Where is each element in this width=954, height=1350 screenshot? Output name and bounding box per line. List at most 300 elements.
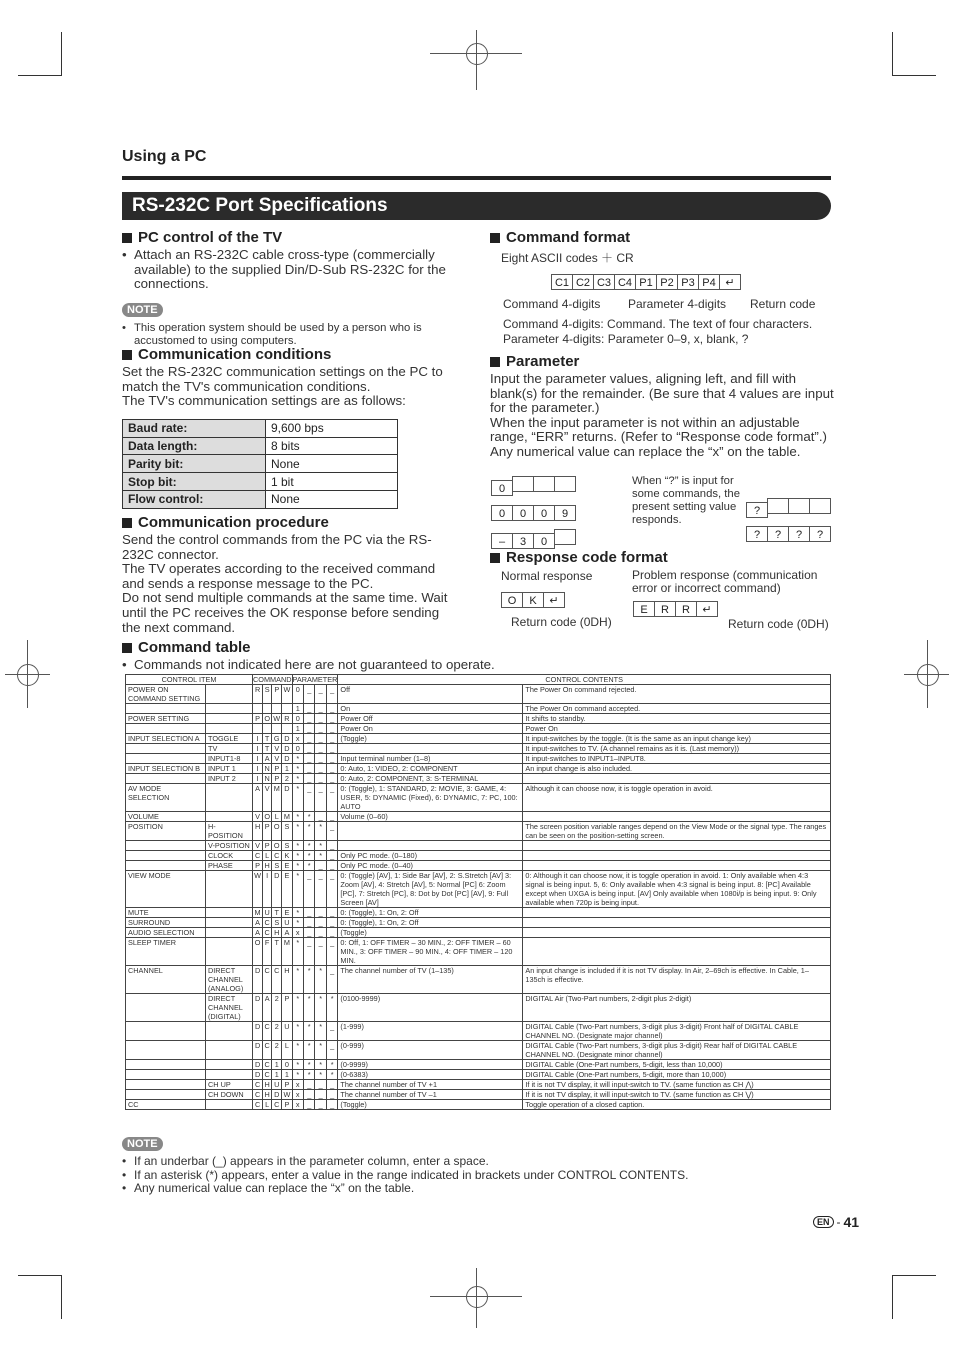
control-contents: 0: (Toggle) [AV], 1: Side Bar [AV], 2: S.Stretch [AV] 3: Zoom [AV], 4: Stretch [AV], 5: Normal [PC] 6: Zoom [PC], 7: Stretch [PC], 8: Dot by Dot [PC] [AV], 9: Full Screen [AV]	[338, 871, 523, 908]
command-char: A	[253, 784, 263, 812]
char-box: 0	[533, 505, 555, 521]
parameter-char: *	[326, 994, 337, 1022]
parameter-char: _	[303, 685, 314, 704]
crop-mark	[61, 1275, 62, 1319]
control-description: It input-switches to TV. (A channel remains as it is. (Last memory))	[523, 744, 831, 754]
format-labels	[490, 297, 835, 315]
settings-table	[122, 419, 398, 509]
label: Parameter 4-digits	[628, 297, 727, 311]
control-sub-item: CLOCK	[206, 851, 253, 861]
control-item: INPUT SELECTION A	[126, 734, 206, 744]
table-row	[126, 1100, 831, 1110]
setting-key: Parity bit:	[123, 455, 266, 473]
command-char: 2	[282, 774, 292, 784]
parameter-char: _	[326, 754, 337, 764]
parameter-char: _	[303, 1090, 314, 1100]
control-description: Toggle operation of a closed caption.	[523, 1100, 831, 1110]
command-char: S	[272, 918, 282, 928]
control-description: An input change is also included.	[523, 764, 831, 774]
control-description: If it is not TV display, it will input-switch to TV. (same function as CH ⋁)	[523, 1090, 831, 1100]
parameter-char: _	[326, 734, 337, 744]
control-sub-item	[206, 1022, 253, 1041]
control-sub-item: H-POSITION	[206, 822, 253, 841]
section-heading: PC control of the TV	[122, 229, 472, 246]
column-header: COMMAND	[253, 675, 292, 684]
column-header: CONTROL CONTENTS	[338, 675, 831, 685]
control-description	[523, 812, 831, 822]
parameter-char: *	[315, 1041, 326, 1060]
control-contents: (0-999)	[338, 1041, 523, 1060]
parameter-char: *	[292, 918, 303, 928]
parameter-char: _	[326, 822, 337, 841]
parameter-char: *	[292, 1041, 303, 1060]
parameter-char: _	[303, 774, 314, 784]
note-item: • If an underbar (_) appears in the parameter column, enter a space.	[122, 1155, 832, 1169]
command-char: L	[272, 812, 282, 822]
parameter-char: *	[303, 1060, 314, 1070]
setting-value: None	[266, 455, 398, 473]
control-item: AUDIO SELECTION	[126, 928, 206, 938]
return-icon: ↵	[543, 592, 565, 608]
parameter-char: *	[303, 1070, 314, 1080]
table-row	[126, 774, 831, 784]
command-table	[125, 674, 831, 1110]
parameter-char: x	[292, 1100, 303, 1110]
command-char: T	[263, 734, 272, 744]
registration-mark	[17, 664, 39, 686]
parameter-char: *	[292, 861, 303, 871]
command-format-section	[490, 229, 835, 347]
char-box: 0	[491, 505, 513, 521]
parameter-char: *	[326, 1070, 337, 1080]
control-sub-item: TV	[206, 744, 253, 754]
parameter-char: _	[315, 918, 326, 928]
char-box: O	[501, 592, 523, 608]
parameter-char: _	[303, 764, 314, 774]
control-item	[126, 1090, 206, 1100]
parameter-char: *	[315, 966, 326, 994]
format-desc: Command 4-digits: Command. The text of four characters.	[503, 317, 813, 331]
parameter-char: *	[292, 851, 303, 861]
command-char: A	[253, 928, 263, 938]
parameter-char: _	[315, 764, 326, 774]
format-subtitle: Eight ASCII codes ＋ CR	[501, 251, 634, 265]
char-box: 3	[512, 533, 534, 549]
table-row	[126, 1090, 831, 1100]
parameter-char: *	[292, 764, 303, 774]
command-char	[253, 704, 263, 714]
parameter-char: _	[326, 1100, 337, 1110]
command-char: D	[253, 1022, 263, 1041]
section-heading: Communication procedure	[122, 514, 452, 531]
parameter-char: _	[326, 704, 337, 714]
format-desc: Parameter 4-digits: Parameter 0–9, x, blank, ?	[503, 332, 749, 346]
control-sub-item	[206, 704, 253, 714]
parameter-char: _	[326, 871, 337, 908]
command-char: N	[264, 764, 270, 773]
command-char: T	[263, 744, 272, 754]
parameter-char: _	[326, 784, 337, 812]
char-box: P3	[677, 274, 699, 290]
parameter-char: _	[326, 841, 337, 851]
control-item: SLEEP TIMER	[126, 938, 206, 966]
parameter-char: _	[315, 871, 326, 908]
table-row	[126, 1022, 831, 1041]
comm-conditions-section	[122, 346, 472, 509]
command-char: C	[253, 1090, 263, 1100]
parameter-char: _	[315, 938, 326, 966]
control-sub-item: INPUT 2	[206, 774, 253, 784]
list-item: • Attach an RS-232C cable cross-type (commercially available) to the supplied Din/D-Sub RS-232C for the connections.	[122, 248, 472, 292]
command-char: C	[272, 966, 282, 994]
pc-control-section	[122, 229, 472, 349]
parameter-char: _	[315, 812, 326, 822]
control-description: An input change is included if it is not TV display. In Air, 2–69ch is effective. In Cable, 1–135ch is effective.	[523, 966, 831, 994]
control-description	[523, 861, 831, 871]
parameter-char: _	[303, 938, 314, 966]
command-char: D	[253, 966, 263, 994]
command-char: L	[263, 851, 272, 861]
parameter-char: *	[303, 841, 314, 851]
parameter-char: _	[326, 714, 337, 724]
parameter-char: _	[326, 724, 337, 734]
square-bullet-icon	[490, 233, 500, 243]
command-char: D	[282, 784, 292, 812]
parameter-char: *	[303, 822, 314, 841]
paragraph: The TV's communication settings are as follows:	[122, 393, 406, 409]
parameter-char: _	[315, 774, 326, 784]
control-sub-item: DIRECT CHANNEL (DIGITAL)	[206, 994, 253, 1022]
command-char: U	[282, 1022, 292, 1041]
char-box: –	[491, 533, 513, 549]
control-description	[523, 851, 831, 861]
control-description	[523, 928, 831, 938]
column-header: PARAMETER	[292, 675, 338, 684]
control-description	[523, 774, 831, 784]
table-row	[126, 1070, 831, 1080]
parameter-char: *	[292, 938, 303, 966]
control-description	[523, 908, 831, 918]
parameter-char: *	[303, 861, 314, 871]
parameter-char: x	[292, 1090, 303, 1100]
table-row	[126, 851, 831, 861]
command-char: M	[282, 938, 292, 966]
table-row	[123, 490, 398, 508]
control-item	[126, 1060, 206, 1070]
command-char: C	[253, 1100, 263, 1110]
section-heading: Command table	[122, 639, 832, 656]
table-row	[126, 724, 831, 734]
char-box: E	[633, 601, 655, 617]
separator: -	[836, 1215, 841, 1229]
command-char: O	[272, 822, 282, 841]
language-badge: EN	[813, 1216, 834, 1228]
control-item	[126, 851, 206, 861]
command-char: C	[253, 1080, 263, 1090]
command-char: H	[264, 1080, 270, 1089]
parameter-char: *	[315, 1060, 326, 1070]
command-char: 1	[272, 1070, 282, 1080]
control-item	[126, 861, 206, 871]
parameter-char: _	[326, 861, 337, 871]
parameter-char: _	[315, 928, 326, 938]
char-box: C3	[593, 274, 615, 290]
control-contents	[338, 744, 523, 754]
command-char: P	[272, 774, 282, 784]
control-sub-item: PHASE	[206, 861, 253, 871]
command-char: C	[264, 1060, 270, 1069]
paragraph: The TV operates according to the received command and sends a response message to the PC.	[122, 561, 436, 591]
setting-value: 8 bits	[266, 437, 398, 455]
command-char	[272, 704, 282, 714]
command-char: S	[263, 685, 272, 704]
table-row	[126, 744, 831, 754]
control-contents: The channel number of TV +1	[338, 1080, 523, 1090]
parameter-char: _	[315, 754, 326, 764]
parameter-char: _	[326, 1080, 337, 1090]
command-char: C	[264, 928, 270, 937]
page-number: 41	[843, 1214, 860, 1230]
parameter-char: _	[303, 1080, 314, 1090]
section-heading: Parameter	[490, 353, 835, 370]
control-description	[523, 841, 831, 851]
control-description: The Power On command rejected.	[523, 685, 831, 704]
parameter-char: *	[315, 841, 326, 851]
command-char: D	[282, 754, 292, 764]
parameter-char: _	[326, 774, 337, 784]
return-code-label: Return code (0DH)	[728, 617, 829, 631]
response-section	[490, 549, 835, 566]
parameter-char: _	[315, 724, 326, 734]
char-box	[533, 476, 555, 492]
control-contents: (0100-9999)	[338, 994, 523, 1022]
control-contents: 0: Auto, 2: COMPONENT, 3: S-TERMINAL	[338, 774, 523, 784]
command-char: D	[272, 871, 282, 908]
registration-mark	[466, 43, 488, 65]
parameter-char: *	[303, 966, 314, 994]
control-contents: Off	[338, 685, 523, 704]
parameter-char: _	[326, 908, 337, 918]
registration-mark	[927, 640, 928, 708]
control-contents: 0: (Toggle), 1: STANDARD, 2: MOVIE, 3: GAME, 4: USER, 5: DYNAMIC (Fixed), 6: DYNAMIC, 7: PC, 100: AUTO	[338, 784, 523, 812]
char-box: P1	[635, 274, 657, 290]
table-row	[123, 455, 398, 473]
parameter-char: _	[326, 851, 337, 861]
char-box: 0	[512, 505, 534, 521]
parameter-char: _	[303, 908, 314, 918]
command-char: E	[282, 908, 292, 918]
parameter-char: _	[326, 685, 337, 704]
parameter-char: 1	[292, 724, 303, 734]
parameter-examples	[491, 476, 575, 550]
parameter-char: *	[292, 812, 303, 822]
note-item: • This operation system should be used by a person who is accustomed to using computers.	[122, 322, 472, 349]
command-char: M	[272, 784, 282, 812]
command-char: M	[282, 812, 292, 822]
command-char: W	[282, 685, 292, 704]
control-description: DIGITAL Cable (Two-Part numbers, 3-digit plus 3-digit) Rear half of DIGITAL CABLE CHANNEL NO. (Designate minor channel)	[523, 1041, 831, 1060]
table-row	[126, 928, 831, 938]
page-footer	[813, 1214, 859, 1230]
command-char: H	[282, 966, 292, 994]
table-row	[126, 704, 831, 714]
command-char: V	[272, 754, 282, 764]
table-row	[126, 734, 831, 744]
note-badge: NOTE	[122, 300, 472, 318]
control-sub-item	[206, 1060, 253, 1070]
control-item	[126, 1070, 206, 1080]
command-char: H	[253, 822, 263, 841]
parameter-char: 0	[292, 714, 303, 724]
control-description: If it is not TV display, it will input-switch to TV. (same function as CH ⋀)	[523, 1080, 831, 1090]
registration-mark	[27, 640, 28, 708]
table-row	[126, 871, 831, 908]
control-item: AV MODE SELECTION	[126, 784, 206, 812]
square-bullet-icon	[122, 518, 132, 528]
char-box	[512, 476, 534, 492]
command-char: A	[282, 928, 292, 938]
command-char: C	[264, 918, 270, 927]
command-char: L	[282, 1041, 292, 1060]
parameter-char: _	[315, 908, 326, 918]
control-sub-item: INPUT 1	[206, 764, 253, 774]
char-box: ?	[788, 526, 810, 542]
control-item: INPUT SELECTION B	[126, 764, 206, 774]
command-char: O	[264, 714, 270, 723]
char-box	[809, 498, 831, 514]
control-description: DIGITAL Air (Two-Part numbers, 2-digit plus 2-digit)	[523, 994, 831, 1022]
control-sub-item: TOGGLE	[206, 734, 253, 744]
control-sub-item	[206, 724, 253, 734]
parameter-char: *	[292, 994, 303, 1022]
command-char: 1	[282, 1070, 292, 1080]
table-row	[126, 908, 831, 918]
parameter-char: *	[315, 1070, 326, 1080]
control-contents: 0: Off, 1: OFF TIMER – 30 MIN., 2: OFF TIMER – 60 MIN., 3: OFF TIMER – 90 MIN., 4: OFF TIMER – 120 MIN.	[338, 938, 523, 966]
control-contents: Volume (0–60)	[338, 812, 523, 822]
control-description: The screen position variable ranges depend on the View Mode or the signal type. The ranges can be seen on the position-setting screen.	[523, 822, 831, 841]
parameter-char: _	[315, 861, 326, 871]
section-label: Using a PC	[122, 148, 207, 165]
char-box: K	[522, 592, 544, 608]
control-contents: 0: Auto, 1: VIDEO, 2: COMPONENT	[338, 764, 523, 774]
crop-mark	[61, 32, 62, 76]
control-contents: On	[338, 704, 523, 714]
command-char: I	[253, 754, 263, 764]
control-item	[126, 1080, 206, 1090]
parameter-char: _	[303, 734, 314, 744]
char-box: C4	[614, 274, 636, 290]
setting-key: Baud rate:	[123, 419, 266, 437]
table-row	[126, 764, 831, 774]
command-char: P	[263, 822, 272, 841]
parameter-char: x	[292, 1080, 303, 1090]
command-char: P	[272, 685, 282, 704]
char-box	[767, 498, 789, 514]
command-char: D	[253, 1060, 263, 1070]
command-char: P	[253, 861, 263, 871]
command-char: S	[282, 841, 292, 851]
control-description: DIGITAL Cable (One-Part numbers, 5-digit, less than 10,000)	[523, 1060, 831, 1070]
parameter-char: *	[292, 774, 303, 784]
command-char: V	[253, 841, 263, 851]
control-item: CC	[126, 1100, 206, 1110]
command-char: 2	[272, 1041, 282, 1060]
control-item	[126, 754, 206, 764]
problem-response-label: Problem response (communication error or incorrect command)	[632, 568, 818, 595]
table-row	[123, 437, 398, 455]
command-char: C	[264, 1070, 270, 1079]
control-item: VIEW MODE	[126, 871, 206, 908]
control-sub-item	[206, 714, 253, 724]
command-char: A	[253, 918, 263, 928]
command-char: P	[282, 1100, 292, 1110]
control-item	[126, 994, 206, 1022]
list-item: • Commands not indicated here are not guaranteed to operate.	[122, 658, 832, 673]
paragraph: Set the RS-232C communication settings on the PC to match the TV's communication conditions.	[122, 364, 443, 394]
command-char: T	[272, 908, 282, 918]
command-char: O	[253, 938, 263, 966]
control-contents: Input terminal number (1–8)	[338, 754, 523, 764]
registration-mark	[466, 1286, 488, 1308]
command-char: F	[263, 938, 272, 966]
parameter-char: _	[303, 784, 314, 812]
command-char: W	[283, 1090, 291, 1099]
char-box: ?	[746, 502, 768, 518]
control-contents: 0: (Toggle), 1: On, 2: Off	[338, 918, 523, 928]
note-item: • Any numerical value can replace the “x” on the table.	[122, 1182, 832, 1196]
parameter-char: _	[326, 812, 337, 822]
control-description: It shifts to standby.	[523, 714, 831, 724]
parameter-char: _	[303, 754, 314, 764]
control-item	[126, 841, 206, 851]
parameter-char: _	[303, 724, 314, 734]
page-title: RS-232C Port Specifications	[122, 192, 831, 220]
registration-mark	[476, 30, 477, 90]
table-row	[123, 419, 398, 437]
command-char: C	[253, 851, 263, 861]
parameter-char: *	[292, 1060, 303, 1070]
command-char	[263, 704, 272, 714]
command-char: O	[264, 812, 270, 821]
crop-mark	[18, 75, 62, 76]
control-description	[523, 918, 831, 928]
command-char: C	[263, 1041, 272, 1060]
control-sub-item	[206, 908, 253, 918]
square-bullet-icon	[122, 233, 132, 243]
parameter-char: _	[303, 928, 314, 938]
parameter-char: x	[292, 928, 303, 938]
char-box: ?	[767, 526, 789, 542]
return-code-label: Return code (0DH)	[511, 615, 612, 629]
control-sub-item	[206, 784, 253, 812]
square-bullet-icon	[490, 357, 500, 367]
control-item	[126, 724, 206, 734]
control-contents: (Toggle)	[338, 928, 523, 938]
command-char: P	[282, 994, 292, 1022]
parameter-char: *	[315, 1022, 326, 1041]
command-char: U	[272, 1080, 282, 1090]
paragraph: Input the parameter values, aligning left, and fill with blank(s) for the remainder. (Be sure that 4 values are input for the parameter.)	[490, 371, 834, 416]
control-sub-item	[206, 918, 253, 928]
setting-key: Stop bit:	[123, 473, 266, 491]
parameter-char: _	[326, 938, 337, 966]
command-char: C	[272, 1100, 282, 1110]
parameter-char: _	[303, 1100, 314, 1110]
square-bullet-icon	[122, 350, 132, 360]
control-sub-item: CH UP	[206, 1080, 253, 1090]
command-char: R	[282, 714, 292, 724]
